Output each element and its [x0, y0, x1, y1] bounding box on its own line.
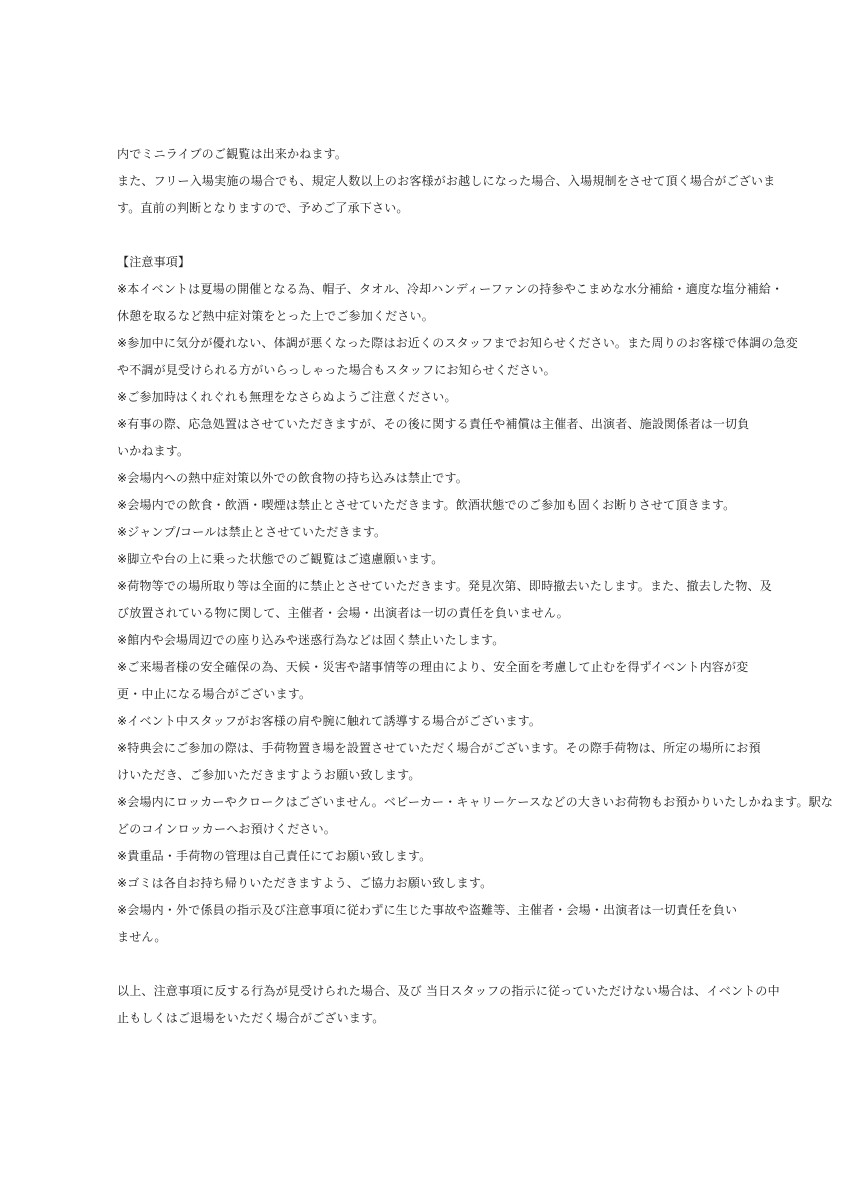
notice-item [117, 654, 749, 708]
notice-line: ※ご参加時はくれぐれも無理をなさらぬようご注意ください。 [117, 390, 457, 404]
closing-line: 止もしくはご退場をいただく場合がございます。 [117, 1011, 385, 1025]
notice-line: ※参加中に気分が優れない、体調が悪くなった際はお近くのスタッフまでお知らせください。また周りのお客様で体調の急変 [117, 336, 798, 350]
notice-item [117, 465, 729, 492]
notice-line: 更・中止になる場合がございます。 [117, 687, 312, 701]
notice-line: ※脚立や台の上に乗った状態でのご観覧はご遠慮願います。 [117, 552, 444, 566]
intro-line: また、フリー入場実施の場合でも、規定人数以上のお客様がお越しになった場合、入場規制をさせて頂く場合がございま [117, 174, 776, 188]
notice-line: ※本イベントは夏場の開催となる為、帽子、タオル、冷却ハンディーファンの持参やこまめな水分補給・適度な塩分補給・ [117, 282, 784, 296]
notice-item [117, 546, 729, 573]
notice-line: ※ゴミは各自お持ち帰りいただきますよう、ご協力お願い致します。 [117, 876, 493, 890]
intro-paragraph [117, 141, 776, 222]
notice-line: ※ジャンプ/コールは禁止とさせていただきます。 [117, 525, 387, 539]
notice-line: び放置されている物に関して、主催者・会場・出演者は一切の責任を負いません。 [117, 606, 569, 620]
notice-line: ません。 [117, 930, 167, 944]
paragraph-gap [117, 951, 729, 978]
notice-item [117, 897, 738, 951]
notice-item [117, 384, 729, 411]
notice-line: けいただき、ご参加いただきますようお願い致します。 [117, 768, 421, 782]
notice-line: 休憩を取るなど熱中症対策をとった上でご参加ください。 [117, 309, 434, 323]
notice-item [117, 411, 750, 465]
closing-paragraph [117, 978, 780, 1032]
intro-line: す。直前の判断となりますので、予めご了承下さい。 [117, 201, 409, 215]
notice-line: ※貴重品・手荷物の管理は自己責任にてお願い致します。 [117, 849, 432, 863]
notice-line: ※会場内への熱中症対策以外での飲食物の持ち込みは禁止です。 [117, 471, 468, 485]
notice-line: ※会場内・外で係員の指示及び注意事項に従わずに生じた事故や盗難等、主催者・会場・出演者は一切責任を負い [117, 903, 738, 917]
notice-item [117, 843, 729, 870]
notice-line: ※会場内での飲食・飲酒・喫煙は禁止とさせていただきます。飲酒状態でのご参加も固くお断りさせて頂きます。 [117, 498, 736, 512]
notice-item [117, 708, 729, 735]
notes-heading: 【注意事項】 [117, 255, 191, 269]
notice-line: ※イベント中スタッフがお客様の肩や腕に触れて誘導する場合がございます。 [117, 714, 542, 728]
closing-line: 以上、注意事項に反する行為が見受けられた場合、及び 当日スタッフの指示に従っていただけない場合は、イベントの中 [117, 984, 780, 998]
notice-line: ※会場内にロッカーやクロークはございません。ベビーカー・キャリーケースなどの大きいお荷物もお預かりいたしかねます。駅な [117, 795, 834, 809]
notice-item [117, 492, 736, 519]
notes-section [117, 249, 834, 951]
notice-line: どのコインロッカーへお預けください。 [117, 822, 337, 836]
notice-line: や不調が見受けられる方がいらっしゃった場合もスタッフにお知らせください。 [117, 363, 556, 377]
document-body [117, 141, 834, 1032]
notice-line: いかねます。 [117, 444, 190, 458]
notice-item [117, 870, 729, 897]
intro-line: 内でミニライブのご観覧は出来かねます。 [117, 147, 348, 161]
paragraph-gap [117, 222, 729, 249]
notice-line: ※特典会にご参加の際は、手荷物置き場を設置させていただく場合がございます。その際手荷物は、所定の場所にお預 [117, 741, 761, 755]
notice-line: ※有事の際、応急処置はさせていただきますが、その後に関する責任や補償は主催者、出演者、施設関係者は一切負 [117, 417, 750, 431]
notice-line: ※荷物等での場所取り等は全面的に禁止とさせていただきます。発見次第、即時撤去いたします。また、撤去した物、及 [117, 579, 772, 593]
notice-line: ※ご来場者様の安全確保の為、天候・災害や諸事情等の理由により、安全面を考慮して止むを得ずイベント内容が変 [117, 660, 749, 674]
notice-item [117, 276, 784, 330]
notice-item [117, 789, 834, 843]
notice-item [117, 519, 729, 546]
notice-item [117, 627, 729, 654]
notice-line: ※館内や会場周辺での座り込みや迷惑行為などは固く禁止いたします。 [117, 633, 505, 647]
notice-item [117, 330, 798, 384]
notice-item [117, 573, 772, 627]
notice-item [117, 735, 761, 789]
